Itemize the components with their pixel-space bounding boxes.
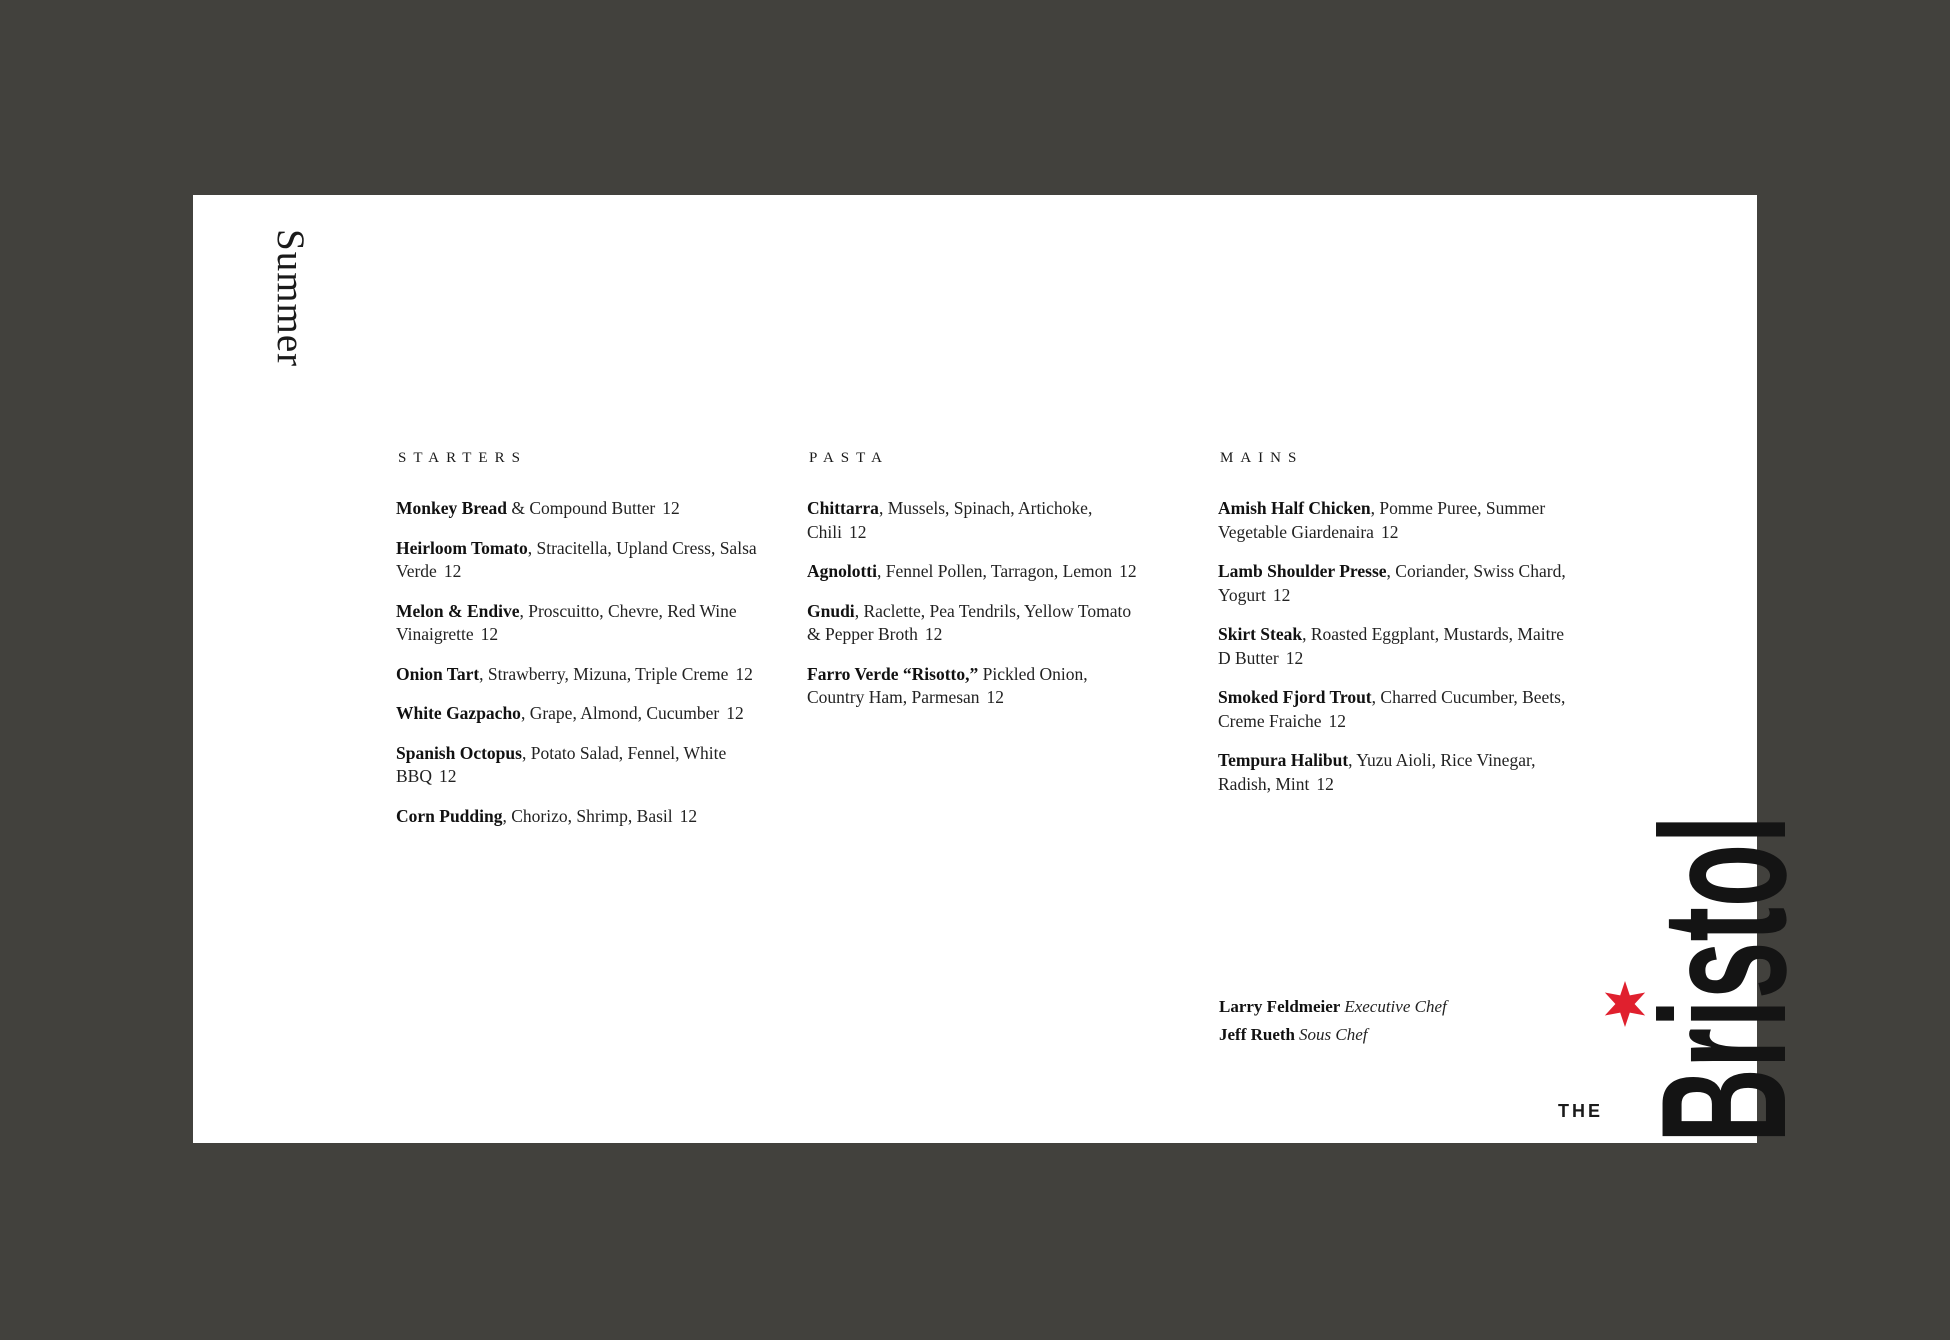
menu-item [396,537,776,584]
logo-prefix: THE [1558,1101,1603,1121]
dish-description: , Coriander, Swiss Chard, Yogurt [1218,561,1566,605]
dish-description: , Stracitella, Upland Cress, Salsa Verde [396,537,757,581]
bristol-wordmark-logo [1618,579,1823,1143]
dish-name: Melon & Endive [396,600,520,621]
dish-price: 12 [1285,647,1304,668]
dish-price: 12 [726,703,744,723]
dish-name: Onion Tart [396,663,480,684]
dish-name: Agnolotti [807,561,877,581]
dish-name: Gnudi [807,600,855,621]
dish-price: 12 [1119,561,1137,581]
dish-price: 12 [1328,710,1346,731]
chef-line-executive [1219,993,1447,1021]
dish-description: , Chorizo, Shrimp, Basil [502,805,673,826]
dish-price: 12 [679,805,698,826]
chef-role: Executive Chef [1344,997,1447,1016]
dish-name: Skirt Steak [1218,624,1303,644]
dish-price: 12 [735,663,753,684]
dish-price: 12 [924,624,943,644]
menu-item [396,805,776,829]
dish-name: Smoked Fjord Trout [1218,687,1372,707]
dish-name: Amish Half Chicken [1218,498,1371,518]
dish-price: 12 [986,687,1005,707]
menu-item [807,560,1147,584]
menu-item [396,702,776,726]
menu-item [396,663,776,687]
dish-name: Spanish Octopus [396,742,522,763]
menu-item [807,497,1147,544]
dish-description: , Potato Salad, Fennel, White BBQ [396,742,727,786]
menu-item [396,497,776,521]
dish-description: , Grape, Almond, Cucumber [520,703,720,723]
dish-description: & Compound Butter [507,498,656,518]
dish-description: , Pomme Puree, Summer Vegetable Giardenaira [1218,498,1546,542]
dish-price: 12 [849,521,867,542]
dish-name: Tempura Halibut [1218,750,1349,770]
dish-description: , Proscuitto, Chevre, Red Wine Vinaigrette [396,600,737,644]
pasta-section [807,450,1147,726]
dish-description: , Yuzu Aioli, Rice Vinegar, Radish, Mint [1218,750,1536,794]
chef-name: Larry Feldmeier [1219,997,1341,1016]
dish-price: 12 [1272,584,1291,605]
chef-line-sous [1219,1021,1447,1049]
dish-price: 12 [1380,521,1399,542]
dish-description: , Strawberry, Mizuna, Triple Creme [479,663,729,684]
menu-item [396,742,776,789]
dish-description: , Roasted Eggplant, Mustards, Maitre D Butter [1218,624,1565,668]
dish-price: 12 [443,561,462,581]
mains-section [1218,450,1568,812]
menu-card [193,195,1823,1143]
dish-description: , Fennel Pollen, Tarragon, Lemon [877,561,1113,581]
dish-name: Heirloom Tomato [396,537,528,558]
logo-wordmark-text: Bristol [1624,579,1823,1143]
dish-name: Chittarra [807,498,879,518]
dish-name: Farro Verde “Risotto,” [807,663,979,684]
starters-section [396,450,776,844]
menu-item [807,600,1147,647]
section-heading: MAINS [1220,450,1304,466]
menu-item [1218,686,1568,733]
menu-item [1218,560,1568,607]
menu-item [1218,497,1568,544]
section-heading: STARTERS [398,450,527,466]
dish-description: Pickled Onion, Country Ham, Parmesan [807,663,1088,707]
dish-price: 12 [662,498,680,518]
dish-description: , Charred Cucumber, Beets, Creme Fraiche [1218,687,1566,731]
dish-description: , Mussels, Spinach, Artichoke, Chili [807,498,1093,542]
dish-name: Monkey Bread [396,498,507,518]
menu-item [1218,623,1568,670]
menu-item [807,663,1147,710]
dish-price: 12 [480,624,499,644]
dish-price: 12 [1316,773,1334,794]
section-heading: PASTA [809,450,889,466]
dish-price: 12 [438,766,457,786]
chef-name: Jeff Rueth [1219,1025,1296,1044]
menu-item [1218,749,1568,796]
dish-description: , Raclette, Pea Tendrils, Yellow Tomato & Pepper Broth [807,600,1132,644]
dish-name: Lamb Shoulder Presse [1218,561,1387,581]
dish-name: White Gazpacho [396,703,521,723]
dish-name: Corn Pudding [396,805,503,826]
menu-item [396,600,776,647]
chef-role: Sous Chef [1299,1025,1368,1044]
season-title: Summer [269,229,312,368]
chef-credits [1219,993,1447,1049]
